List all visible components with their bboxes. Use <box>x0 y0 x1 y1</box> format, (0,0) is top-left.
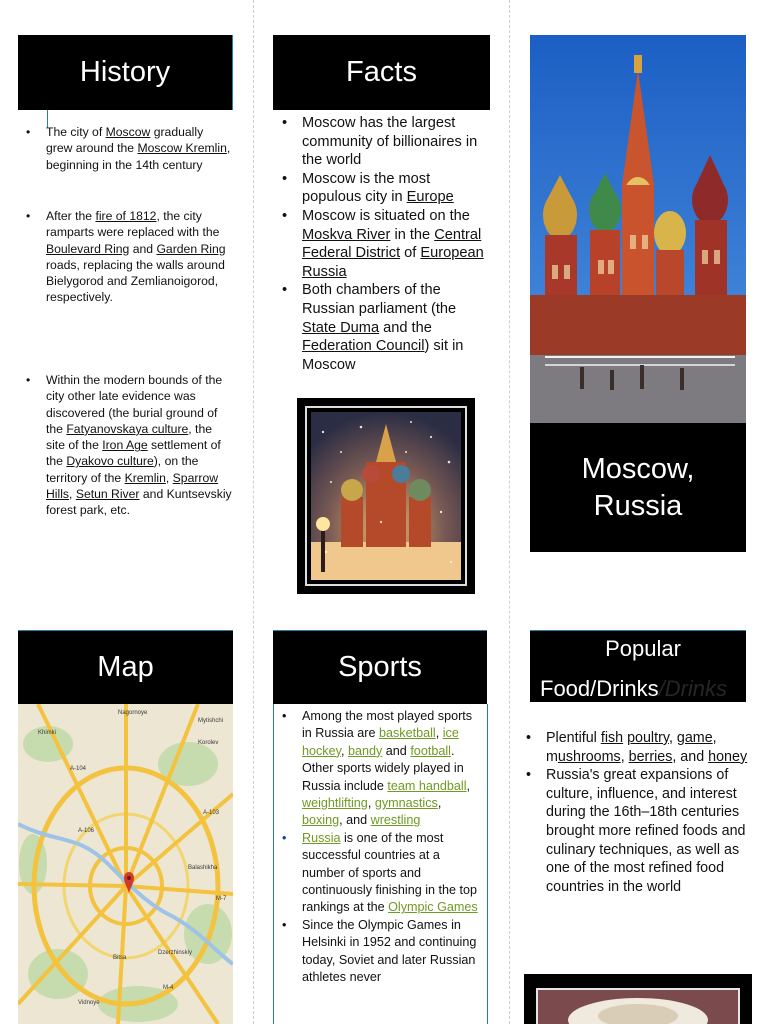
sports-item-3 <box>278 917 484 987</box>
link-segment[interactable]: Moskva River <box>302 226 391 243</box>
link-segment[interactable]: Moscow <box>105 125 151 139</box>
sports-header <box>273 630 487 704</box>
map-label-5: Korolev <box>198 740 219 746</box>
map-label-11: Vidnoye <box>78 1000 100 1006</box>
text-segment: Plentiful <box>546 730 601 746</box>
sports-item-1 <box>278 708 484 830</box>
text-segment: Moscow is situated on the <box>302 207 470 224</box>
map-label-8: Balashikha <box>188 865 218 871</box>
map-label-2: A-104 <box>70 766 87 772</box>
link-segment[interactable]: Fatyanovskaya culture <box>66 421 189 436</box>
link-segment[interactable]: basketball <box>379 726 436 741</box>
link-segment[interactable]: Federation Council <box>302 338 425 355</box>
food-item-2 <box>522 766 748 896</box>
text-segment: ) sit in Moscow <box>302 338 464 373</box>
cover-title-line-2: Russia <box>593 489 683 522</box>
history-title: History <box>79 56 171 88</box>
map-label-6: A-103 <box>203 810 220 816</box>
link-segment[interactable]: European Russia <box>302 245 484 280</box>
link-segment[interactable]: Moscow Kremlin <box>137 141 227 156</box>
text-segment: and the <box>379 319 432 336</box>
text-segment: of <box>400 245 421 262</box>
link-segment[interactable]: game <box>676 730 713 746</box>
cover-title-box <box>530 423 746 552</box>
facts-item-1 <box>278 114 490 170</box>
text-segment: After the <box>46 209 96 223</box>
map-label-12: Bitsa <box>113 955 127 961</box>
text-segment: , <box>437 796 442 811</box>
text-segment: , m <box>546 730 717 765</box>
sports-list <box>278 708 484 987</box>
map-label-10: M-4 <box>163 985 174 991</box>
history-item-2 <box>22 208 232 372</box>
text-segment: and Kuntsevskiy forest park, etc. <box>46 487 232 518</box>
history-item-3 <box>22 372 232 519</box>
link-segment[interactable]: wrestling <box>370 813 421 828</box>
text-segment: , <box>668 730 677 746</box>
link-segment[interactable]: Iron Age <box>102 438 148 453</box>
text-segment: , <box>69 487 76 502</box>
food-item-1 <box>522 729 748 766</box>
link-segment[interactable]: weightlifting <box>302 796 368 811</box>
text-segment: gradually grew around the <box>46 125 204 156</box>
text-segment: Russia's great expansions of culture, influence, and interest during the 16th–18th centuries brought more refined foods and culinary techniques, as well as one of the most refined food countries in the world <box>546 767 746 895</box>
history-header <box>18 35 233 110</box>
link-segment[interactable]: Europe <box>406 189 454 206</box>
st-basils-cathedral-illustration <box>530 35 746 423</box>
moscow-map-illustration <box>18 704 233 1024</box>
link-segment[interactable]: poultry <box>627 730 669 746</box>
map-label-9: A-106 <box>78 828 95 834</box>
link-segment[interactable]: honey <box>708 748 748 765</box>
moscow-map[interactable] <box>18 704 233 1024</box>
text-segment: , <box>340 743 348 758</box>
text-segment: Moscow is the most populous city in <box>302 170 431 206</box>
link-segment[interactable]: bandy <box>347 743 383 758</box>
food-title-ghost: /Drinks <box>658 675 728 701</box>
map-label-3: Mytishchi <box>198 718 224 724</box>
text-segment: Within the modern bounds of the city other late evidence was discovered (the burial ground of the <box>46 373 223 436</box>
text-segment: , <box>435 726 443 741</box>
link-segment[interactable]: fish <box>600 730 624 746</box>
text-segment: , <box>165 470 173 485</box>
winter-cathedral-illustration <box>311 412 461 580</box>
link-segment[interactable]: Sparrow Hills <box>46 470 219 502</box>
link-segment[interactable]: Kremlin <box>124 470 166 485</box>
link-segment[interactable]: ice hockey <box>302 726 459 758</box>
link-segment[interactable]: Boulevard Ring <box>46 241 130 256</box>
facts-header <box>273 35 490 110</box>
winter-cathedral-photo <box>297 398 475 594</box>
link-segment[interactable]: berries <box>628 748 673 765</box>
text-segment: and <box>129 241 157 256</box>
column-divider-1 <box>253 0 254 1024</box>
link-segment[interactable]: Russia <box>302 830 341 845</box>
text-segment: , <box>466 778 471 793</box>
food-title-main: Food/Drinks <box>540 675 659 701</box>
text-segment: . Other sports widely played in Russia include <box>302 743 464 793</box>
facts-item-3 <box>278 207 490 281</box>
map-title: Map <box>97 651 154 683</box>
history-item-1 <box>22 124 232 208</box>
facts-title: Facts <box>346 56 417 88</box>
text-segment: Since the Olympic Games in Helsinki in 1952 and continuing today, Soviet and later Russian athletes never <box>302 917 477 985</box>
map-label-1: Nagornoye <box>118 710 148 716</box>
food-title-line-2 <box>540 676 727 702</box>
link-segment[interactable]: fire of 1812 <box>95 209 157 223</box>
link-segment[interactable]: football <box>410 743 451 758</box>
facts-list <box>278 114 490 374</box>
sports-item-2 <box>278 830 484 917</box>
text-segment: settlement of the <box>46 438 221 469</box>
text-segment: , the city ramparts were replaced with the <box>46 209 220 240</box>
text-segment: The city of <box>46 125 106 139</box>
food-list <box>522 729 748 896</box>
text-segment: Among the most played sports in Russia are <box>302 709 473 741</box>
text-segment: , and <box>672 748 709 765</box>
link-segment[interactable]: Olympic Games <box>388 900 478 915</box>
link-segment[interactable]: Dyakovo culture <box>66 454 154 469</box>
text-segment: , the site of the <box>46 421 212 453</box>
link-segment[interactable]: team handball <box>387 778 467 793</box>
column-divider-2 <box>509 0 510 1024</box>
text-segment: roads, replacing the walls around Bielygorod and Zemlianoigorod, respectively. <box>46 257 225 305</box>
link-segment[interactable]: boxing <box>302 813 340 828</box>
text-segment: ), on the territory of the <box>46 454 199 485</box>
text-segment: is one of the most successful countries at a number of sports and continuously finishing in the top rankings at the <box>302 830 478 915</box>
map-label-7: M-7 <box>216 896 227 902</box>
text-segment: , <box>367 796 375 811</box>
cover-title-line-1: Moscow, <box>581 452 695 485</box>
facts-item-4 <box>278 281 490 374</box>
map-label-13: Dzerzhinskiy <box>158 950 193 956</box>
map-header <box>18 630 233 704</box>
link-segment[interactable]: Setun River <box>75 487 140 502</box>
text-segment: , <box>620 748 629 765</box>
text-segment: Moscow has the largest community of billionaires in the world <box>302 115 478 169</box>
text-segment: Both chambers of the Russian parliament (the <box>302 282 457 317</box>
sports-title: Sports <box>338 651 422 683</box>
food-dish-illustration <box>538 990 738 1024</box>
food-header <box>530 630 746 702</box>
text-segment: , and <box>339 813 371 828</box>
history-list <box>22 124 232 519</box>
text-segment: , beginning in the 14th century <box>46 141 231 172</box>
link-segment[interactable]: ushrooms <box>557 748 621 765</box>
text-segment: in the <box>390 226 435 243</box>
food-title-line-1: Popular <box>605 635 681 661</box>
map-label-4: Khimki <box>38 730 57 736</box>
text-segment: and <box>382 743 411 758</box>
link-segment[interactable]: State Duma <box>302 319 380 336</box>
food-photo <box>524 974 752 1024</box>
link-segment[interactable]: Garden Ring <box>156 241 226 256</box>
link-segment[interactable]: Central Federal District <box>302 226 482 262</box>
link-segment[interactable]: gymnastics <box>374 796 438 811</box>
st-basils-cathedral-photo <box>530 35 746 423</box>
facts-item-2 <box>278 170 490 207</box>
